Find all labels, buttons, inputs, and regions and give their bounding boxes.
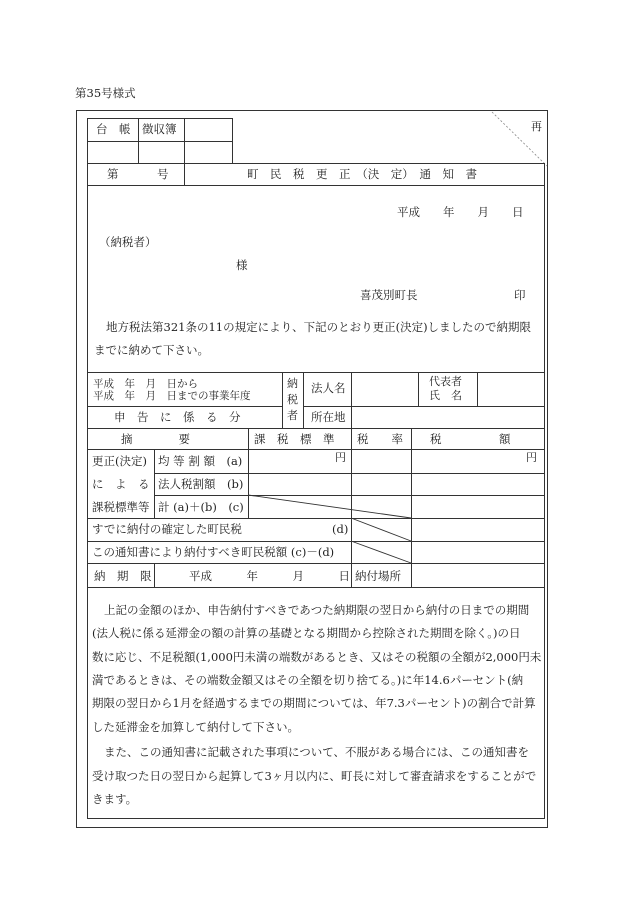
footer-p1-l1: 上記の金額のほか、申告納付すべきであつた納期限の翌日から納付の日までの期間: [104, 603, 530, 617]
diag-row-c-base: [248, 495, 411, 518]
diag-row-e-rate: [351, 541, 411, 563]
sama-label: 様: [236, 258, 248, 272]
rep-label-1: 代表者: [429, 375, 462, 388]
period-to: 平成 年 月 日までの事業年度: [93, 390, 251, 402]
title-go: 号: [157, 167, 169, 181]
row-a-label: 均 等 割 額 (a): [158, 454, 243, 468]
declared-label: 申 告 に 係 る 分: [114, 410, 241, 424]
row-e-label: この通知書により納付すべき町民税額 (c)－(d): [92, 545, 335, 559]
footer-p1-l4: 満であるときは、その端数金額又はその全額を切り捨てる。)に年14.6パーセント(納: [92, 673, 524, 687]
taxpayer-label: （納税者）: [99, 235, 157, 249]
header-tax-base: 課 税 標 準: [254, 432, 335, 446]
footer-p2-l1: また、この通知書に記載された事項について、不服がある場合には、この通知書を: [104, 745, 530, 759]
rep-label-2: 氏 名: [429, 389, 462, 402]
seal-mark: 印: [514, 288, 526, 302]
taxpayer-side-1: 納: [287, 377, 298, 390]
header-amount: 税 額: [430, 432, 511, 446]
header-rate: 税 率: [357, 432, 403, 446]
footer-p2-l3: きます。: [92, 792, 138, 806]
document-title: 町 民 税 更 正 （決 定） 通 知 書: [247, 167, 477, 181]
side-label-2: に よ る: [92, 477, 150, 491]
taxpayer-side-2: 税: [287, 393, 298, 406]
footer-p1-l3: 数に応じ、不足税額(1,000円未満の端数があるとき、又はその税額の全額が2,000円未: [92, 650, 542, 664]
row-d-mark: (d): [332, 522, 349, 536]
issuer-name: 喜茂別町長: [360, 288, 418, 302]
side-label-3: 課税標準等: [92, 500, 150, 514]
header-summary: 摘 要: [121, 432, 190, 446]
ledger-daicho-label: 台 帳: [96, 122, 131, 136]
due-label: 納 期 限: [94, 569, 152, 583]
inner-frame-bottom: [87, 818, 545, 819]
yen-unit-amount: 円: [526, 451, 537, 464]
row-b-label: 法人税割額 (b): [158, 477, 244, 491]
form-number: 第35号様式: [75, 86, 136, 100]
reissue-mark: 再: [531, 120, 542, 133]
yen-unit-base: 円: [335, 451, 346, 464]
footer-p1-l6: した延滞金を加算して納付して下さい。: [92, 720, 299, 734]
payment-place-label: 納付場所: [355, 569, 401, 583]
row-c-label: 計 (a)＋(b) (c): [158, 500, 244, 514]
due-date: 平成 年 月 日: [189, 569, 350, 583]
footer-p2-l2: 受け取つた日の翌日から起算して3ヶ月以内に、町長に対して審査請求をすることがで: [92, 769, 537, 783]
notice-body-line1: 地方税法第321条の11の規定により、下記のとおり更正(決定)しましたので納期限: [106, 320, 532, 334]
ledger-choshubo-label: 徴収簿: [142, 122, 177, 136]
notice-body-line2: までに納めて下さい。: [94, 343, 209, 357]
outer-frame-bottom: [76, 827, 548, 828]
footer-p1-l5: 期限の翌日から1月を経過するまでの期間については、年7.3パーセント)の割合で計算: [92, 696, 536, 710]
corp-name-label: 法人名: [311, 381, 346, 395]
address-label: 所在地: [311, 410, 346, 424]
taxpayer-side-3: 者: [287, 409, 298, 422]
side-label-1: 更正(決定): [92, 454, 147, 468]
footer-p1-l2: (法人税に係る延滞金の額の計算の基礎となる期間から控除された期間を除く。)の日: [92, 626, 521, 640]
title-dai: 第: [107, 167, 119, 181]
period-from: 平成 年 月 日から: [93, 378, 198, 390]
row-d-label: すでに納付の確定した町民税: [92, 522, 242, 536]
notice-date: 平成 年 月 日: [397, 205, 524, 219]
diag-row-d-rate: [351, 518, 411, 541]
